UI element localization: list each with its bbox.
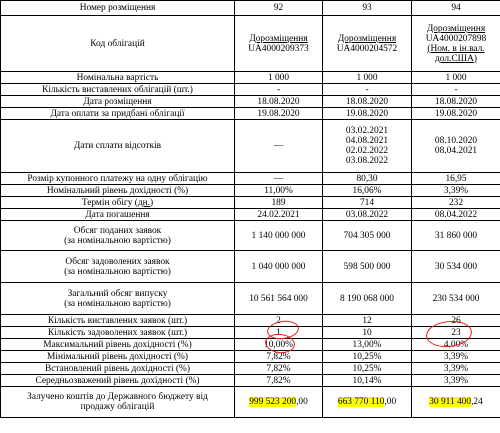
coupon-date: 08.04.2021 [434,146,478,156]
table-cell: 11,00% [235,185,323,197]
coupon-date: 03.08.2022 [345,156,389,166]
table-cell: 19.08.2020 [235,108,323,120]
coupon-dates-cell [412,120,500,173]
table-cell: 10,00% [235,339,323,351]
table-cell: 230 534 000 [412,283,500,315]
table-row [1,173,500,185]
table-cell: 232 [412,197,500,209]
table-cell: 31 860 000 [412,221,500,251]
table-cell: 1 040 000 000 [235,251,323,283]
row-label: Дата погашення [1,209,235,221]
table-row [1,251,500,283]
bond-code: UA4000204572 [336,43,398,54]
table-cell: 10 561 564 000 [235,283,323,315]
table-row [1,72,500,84]
row-label: Номінальна вартість [1,72,235,84]
table-row [1,197,500,209]
table-row [1,363,500,375]
coupon-date: 03.02.2021 [345,126,389,136]
table-row [1,221,500,251]
table-row [1,96,500,108]
table-row [1,84,500,96]
funds-raised-cell [412,387,500,418]
row-label: Розмір купонного платежу на одну облігацію [1,173,235,185]
coupon-dates-cell [235,120,323,173]
table-cell: 2 [235,315,323,327]
row-label-line: Обсяг задоволених заявок [65,256,170,267]
term-label: Термін обігу (дн.) [81,197,154,208]
table-cell: 10,14% [323,375,412,387]
row-label: Дата розміщення [1,96,235,108]
coupon-date: 02.02.2022 [345,146,389,156]
placement-type-link: Дорозміщення [426,23,486,34]
table-row [1,185,500,197]
term-unit: дн. [137,197,151,208]
table-cell: 19.08.2020 [412,108,500,120]
table-cell: 4,00% [412,339,500,351]
table-cell: 10 [323,327,412,339]
table-cell: 1 140 000 000 [235,221,323,251]
table-cell: — [235,173,323,185]
row-label: Кількість виставлених заявок (шт.) [1,315,235,327]
table-cell: 3,39% [412,363,500,375]
highlighted-amount: 30 911 400 [429,397,472,407]
table-row [1,315,500,327]
table-cell: 18.08.2020 [412,96,500,108]
row-label-line: Залучено коштів до Державного бюджету від [27,392,208,402]
table-cell: 1 000 [323,72,412,84]
row-label-note: (за номінальною вартістю) [64,298,171,309]
row-label: Середньозважений рівень дохідності (%) [1,375,235,387]
table-cell: 1 [235,327,323,339]
table-cell: 10,25% [323,351,412,363]
table-cell: 12 [323,315,412,327]
table-row [1,1,500,16]
table-row [1,327,500,339]
row-label [1,251,235,283]
highlighted-amount: 663 770 110 [337,397,385,407]
table-row [1,108,500,120]
table-cell: 13,00% [323,339,412,351]
amount-decimals: ,00 [296,397,308,407]
table-row [1,375,500,387]
row-label-note: (за номінальною вартістю) [64,235,171,246]
bond-code-cell [235,16,323,72]
table-cell: 598 500 000 [323,251,412,283]
bond-code: UA4000209373 [248,43,309,54]
table-cell: 1 000 [412,72,500,84]
amount-decimals: ,24 [471,397,483,407]
funds-raised-cell [235,387,323,418]
table-cell: 16,95 [412,173,500,185]
table-cell: 19.08.2020 [323,108,412,120]
table-cell: 03.08.2022 [323,209,412,221]
table-cell: 94 [412,1,500,16]
table-cell: 8 190 068 000 [323,283,412,315]
table-row [1,351,500,363]
row-label: Мінімальний рівень дохідності (%) [1,351,235,363]
table-cell: 93 [323,1,412,16]
table-cell: 80,30 [323,173,412,185]
funds-raised-cell [323,387,412,418]
table-cell: - [235,84,323,96]
row-label: Номінальний рівень дохідності (%) [1,185,235,197]
table-cell: 26 [412,315,500,327]
row-label-note: (за номінальною вартістю) [64,266,171,277]
table-cell: 3,39% [412,351,500,363]
highlighted-amount: 999 523 200 [249,397,297,407]
table-cell: 7,82% [235,375,323,387]
table-cell: - [412,84,500,96]
row-label [1,283,235,315]
row-label: Дати сплати відсотків [1,120,235,173]
currency-note: (Ном. в ін.вал. [427,43,485,54]
row-label: Кількість виставлених облігацій (шт.) [1,84,235,96]
coupon-date: — [273,141,284,151]
table-cell: 1 000 [235,72,323,84]
coupon-date: 08.10.2020 [434,136,478,146]
table-cell: - [323,84,412,96]
table-cell: 30 534 000 [412,251,500,283]
coupon-dates-cell [323,120,412,173]
placement-type-link: Дорозміщення [337,33,397,44]
bond-code: UA4000207898 [425,33,487,44]
table-cell: 24.02.2021 [235,209,323,221]
table-cell: 704 305 000 [323,221,412,251]
table-cell: 3,39% [412,185,500,197]
bond-code-cell [412,16,500,72]
table-row [1,339,500,351]
currency-note: дол.США) [435,53,477,64]
table-row [1,209,500,221]
table-cell: 18.08.2020 [323,96,412,108]
row-label: Дата оплати за придбані облігації [1,108,235,120]
row-label [1,197,235,209]
coupon-date: 04.08.2021 [345,136,389,146]
table-cell: 18.08.2020 [235,96,323,108]
table-row [1,283,500,315]
table-cell: 714 [323,197,412,209]
table-cell: 92 [235,1,323,16]
bond-code-cell [323,16,412,72]
row-label [1,221,235,251]
row-label-note: продажу облігацій [80,402,155,412]
row-label: Встановлений рівень дохідності (%) [1,363,235,375]
table-cell: 3,39% [412,375,500,387]
table-row [1,120,500,173]
table-row [1,16,500,72]
table-cell: 10,25% [323,363,412,375]
amount-decimals: ,00 [384,397,397,407]
table-cell: 189 [235,197,323,209]
table-cell: 16,06% [323,185,412,197]
row-label: Номер розміщення [1,1,235,16]
row-label: Код облігацій [1,16,235,72]
table-cell: 7,82% [235,351,323,363]
table-cell: 7,82% [235,363,323,375]
row-label: Максимальний рівень дохідності (%) [1,339,235,351]
row-label-line: Обсяг поданих заявок [73,225,162,236]
placement-type-link: Дорозміщення [249,33,308,44]
table-cell: 23 [412,327,500,339]
row-label-line: Загальний обсяг випуску [67,288,168,299]
row-label [1,387,235,418]
table-cell: 08.04.2022 [412,209,500,221]
table-row [1,387,500,418]
row-label: Кількість задоволених заявок (шт.) [1,327,235,339]
